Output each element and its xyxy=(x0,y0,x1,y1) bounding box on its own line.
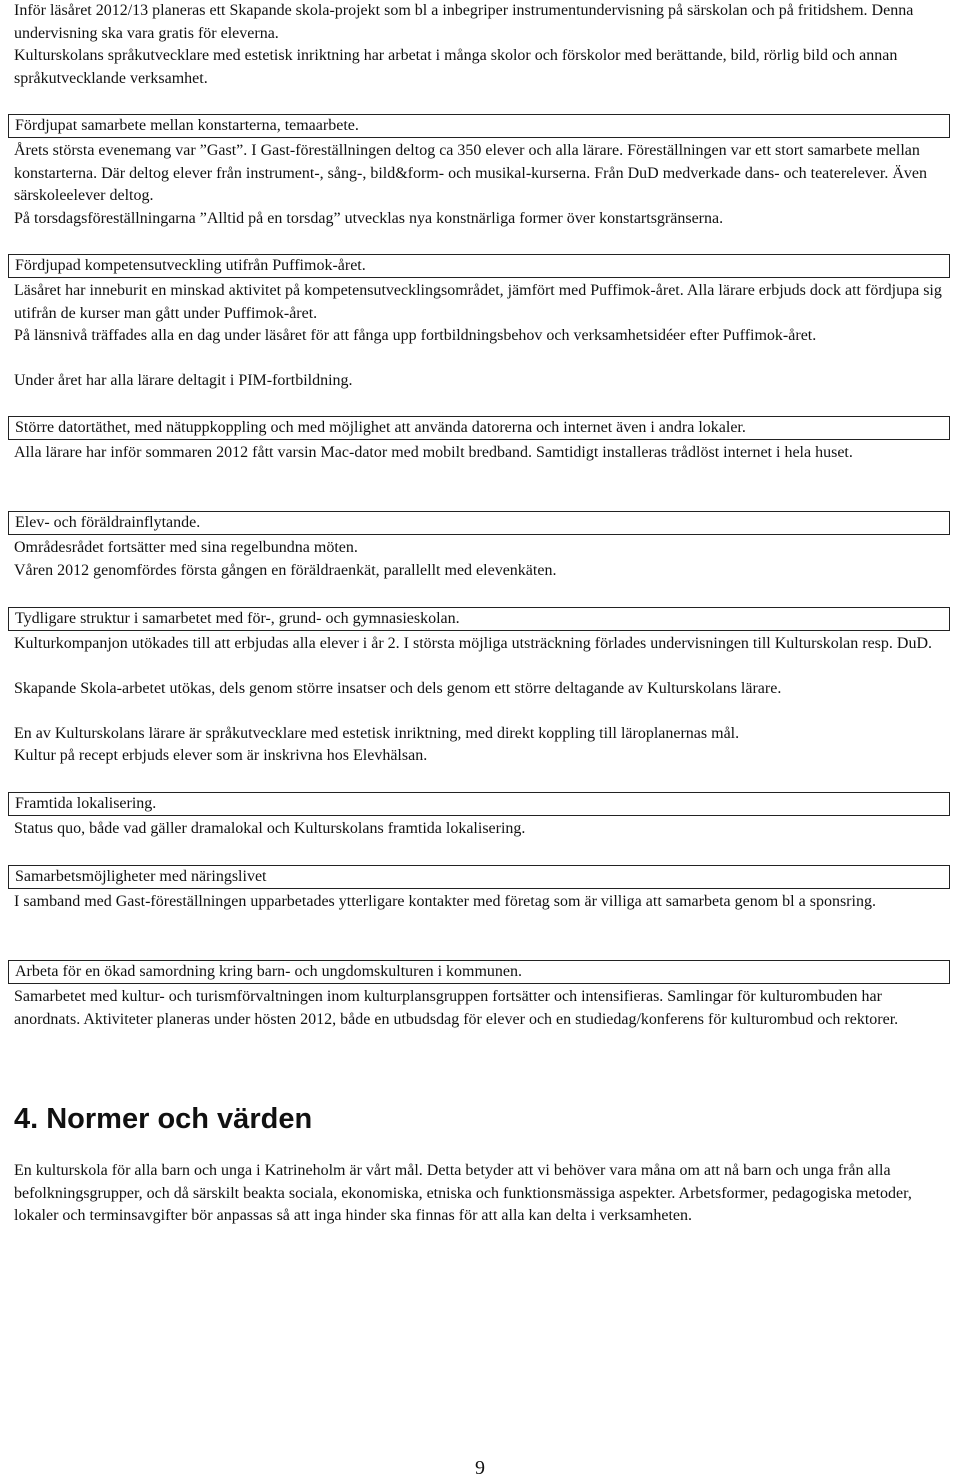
section-heading: Arbeta för en ökad samordning kring barn- och ungdomskulturen i kommunen. xyxy=(15,963,522,980)
section-heading: Elev- och föräldrainflytande. xyxy=(15,514,201,531)
section-paragraph: Kultur på recept erbjuds elever som är inskrivna hos Elevhälsan. xyxy=(14,747,428,764)
section-paragraph: Områdesrådet fortsätter med sina regelbundna möten. xyxy=(14,539,358,556)
section-paragraph: Samarbetet med kultur- och turismförvaltningen inom kulturplansgruppen fortsätter och intensifieras. Samlingar för kulturombuden har anordnats. Aktiviteter planeras under hösten 2012, både en utbudsdag för elever och en studiedag/konferens för kulturombud och rektorer. xyxy=(14,988,899,1028)
section-paragraph: På torsdagsföreställningarna ”Alltid på en torsdag” utvecklas nya konstnärliga former över konstartsgränserna. xyxy=(14,210,724,227)
section-paragraph: Våren 2012 genomfördes första gången en föräldraenkät, parallellt med elevenkäten. xyxy=(14,562,557,579)
section-paragraph: En av Kulturskolans lärare är språkutvecklare med estetisk inriktning, med direkt koppling till läroplanernas mål. xyxy=(14,725,740,742)
section-paragraph: Skapande Skola-arbetet utökas, dels genom större insatser och dels genom ett större deltagande av Kulturskolans lärare. xyxy=(14,680,782,697)
section-heading: Framtida lokalisering. xyxy=(15,795,157,812)
section-paragraph: I samband med Gast-föreställningen upparbetades ytterligare kontakter med företag som är villiga att samarbeta genom bl a sponsring. xyxy=(14,893,876,910)
section-heading: Fördjupad kompetensutveckling utifrån Puffimok-året. xyxy=(15,257,366,274)
section-heading-box xyxy=(8,792,950,816)
section-paragraph: Alla lärare har inför sommaren 2012 fått varsin Mac-dator med mobilt bredband. Samtidigt installeras trådlöst internet i hela huset. xyxy=(14,444,853,461)
page-number: 9 xyxy=(475,1457,485,1479)
intro-paragraph-1: Inför läsåret 2012/13 planeras ett Skapande skola-projekt som bl a inbegriper instrumentundervisning på särskolan och på fritidshem. Denna undervisning ska vara gratis för eleverna. xyxy=(14,2,914,42)
section-paragraph: Status quo, både vad gäller dramalokal och Kulturskolans framtida lokalisering. xyxy=(14,820,526,837)
intro-paragraph-2: Kulturskolans språkutvecklare med estetisk inriktning har arbetat i många skolor och förskolor med berättande, bild, rörlig bild och annan språkutvecklande verksamhet. xyxy=(14,47,898,87)
section-heading: Tydligare struktur i samarbetet med för-, grund- och gymnasieskolan. xyxy=(15,610,460,627)
section-paragraph: Kulturkompanjon utökades till att erbjudas alla elever i år 2. I största möjliga utsträckning förlades undervisningen till Kulturskolan resp. DuD. xyxy=(14,635,933,652)
section-paragraph: På länsnivå träffades alla en dag under läsåret för att fånga upp fortbildningsbehov och verksamhetsidéer efter Puffimok-året. xyxy=(14,327,817,344)
section-heading: Samarbetsmöjligheter med näringslivet xyxy=(15,868,267,885)
chapter-title: 4. Normer och värden xyxy=(14,1103,313,1135)
section-heading-box xyxy=(8,511,950,535)
chapter-paragraph: En kulturskola för alla barn och unga i Katrineholm är vårt mål. Detta betyder att vi behöver vara måna om att nå barn och unga från alla befolkningsgrupper, och då särskilt beakta sociala, ekonomiska, etniska och funktionsmässiga aspekter. Arbetsformer, pedagogiska metoder, lokaler och terminsavgifter bör anpassas så att inga hinder ska finnas för att alla kan delta i verksamheten. xyxy=(14,1162,912,1224)
section-paragraph: Årets största evenemang var ”Gast”. I Gast-föreställningen deltog ca 350 elever och alla lärare. Föreställningen var ett stort samarbete mellan konstarterna. Där deltog elever från instrument-, sång-, bild&form- och musikal-kurserna. Från DuD medverkade dans- och teaterelever. Även särskoleelever deltog. xyxy=(14,142,928,204)
section-heading-box xyxy=(8,607,950,631)
section-heading-box xyxy=(8,865,950,889)
section-heading: Större datortäthet, med nätuppkoppling och med möjlighet att använda datorerna och internet även i andra lokaler. xyxy=(15,419,746,436)
section-heading-box xyxy=(8,254,950,278)
section-paragraph: Läsåret har inneburit en minskad aktivitet på kompetensutvecklingsområdet, jämfört med Puffimok-året. Alla lärare erbjuds dock att fördjupa sig utifrån de kurser man gått under Puffimok-året. xyxy=(14,282,942,322)
section-heading-box xyxy=(8,114,950,138)
section-paragraph: Under året har alla lärare deltagit i PIM-fortbildning. xyxy=(14,372,353,389)
section-heading-box xyxy=(8,416,950,440)
section-heading-box xyxy=(8,960,950,984)
section-heading: Fördjupat samarbete mellan konstarterna, temaarbete. xyxy=(15,117,359,134)
